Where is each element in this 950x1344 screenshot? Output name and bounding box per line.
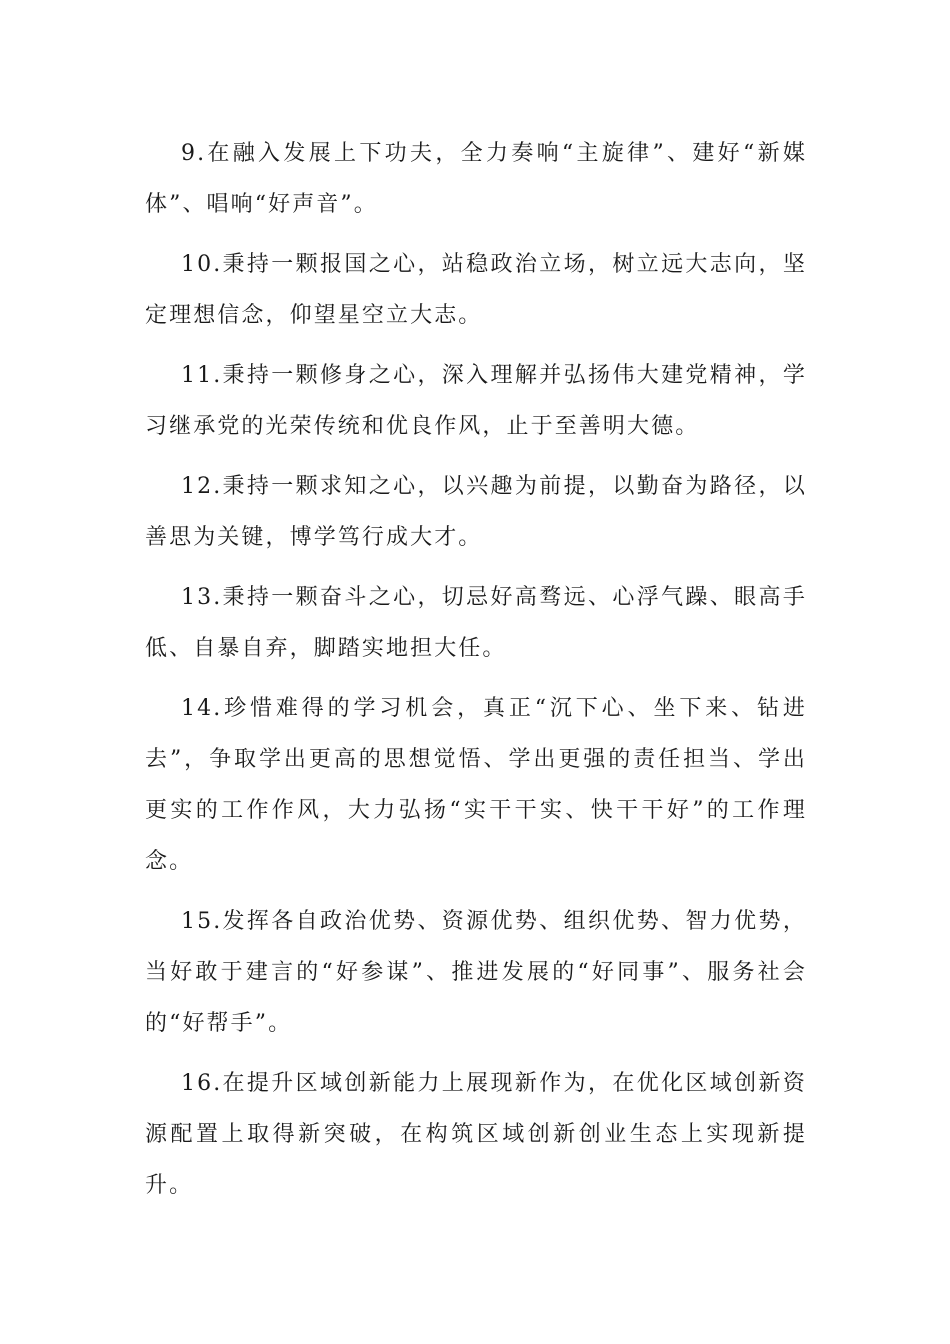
paragraph-12: 12.秉持一颗求知之心，以兴趣为前提，以勤奋为路径，以善思为关键，博学笃行成大才。: [145, 474, 807, 550]
paragraph-16: 16.在提升区域创新能力上展现新作为，在优化区域创新资源配置上取得新突破，在构筑区域创新创业生态上实现新提升。: [145, 1071, 807, 1198]
document-body: [145, 128, 807, 1220]
paragraph-15: 15.发挥各自政治优势、资源优势、组织优势、智力优势，当好敢于建言的“好参谋”、推进发展的“好同事”、服务社会的“好帮手”。: [145, 909, 807, 1036]
paragraph-14: 14.珍惜难得的学习机会，真正“沉下心、坐下来、钻进去”，争取学出更高的思想觉悟、学出更强的责任担当、学出更实的工作作风，大力弘扬“实干干实、快干干好”的工作理念。: [145, 696, 807, 874]
paragraph-9: 9.在融入发展上下功夫，全力奏响“主旋律”、建好“新媒体”、唱响“好声音”。: [145, 141, 807, 217]
paragraph-10: 10.秉持一颗报国之心，站稳政治立场，树立远大志向，坚定理想信念，仰望星空立大志。: [145, 252, 807, 328]
paragraph-13: 13.秉持一颗奋斗之心，切忌好高骛远、心浮气躁、眼高手低、自暴自弃，脚踏实地担大任。: [145, 585, 807, 661]
paragraph-11: 11.秉持一颗修身之心，深入理解并弘扬伟大建党精神，学习继承党的光荣传统和优良作风，止于至善明大德。: [145, 363, 807, 439]
